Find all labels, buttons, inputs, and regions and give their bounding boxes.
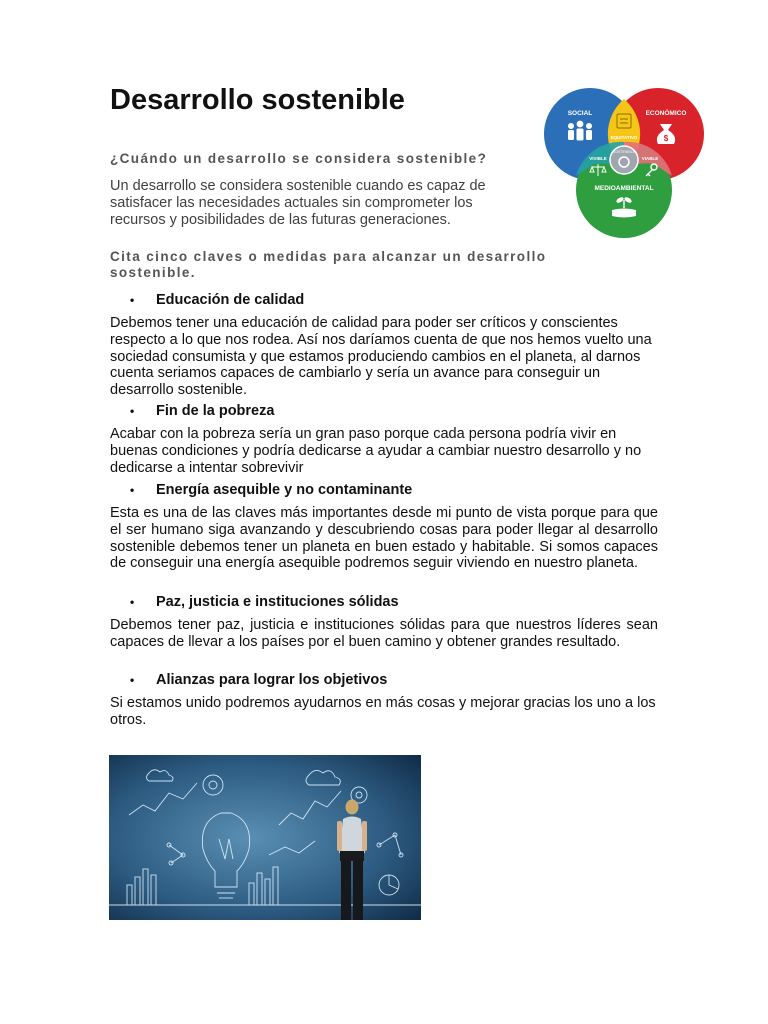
page-title: Desarrollo sostenible [110, 84, 405, 116]
item-heading: Energía asequible y no contaminante [156, 482, 413, 498]
question-heading-1: ¿Cuándo un desarrollo se considera sostenible? [110, 151, 488, 166]
item-heading: Alianzas para lograr los objetivos [156, 672, 388, 688]
question-heading-2: Cita cinco claves o medidas para alcanzar un desarrollo sostenible. [110, 249, 547, 280]
bullet-icon: • [130, 595, 135, 609]
label-medioambiental: MEDIOAMBIENTAL [594, 185, 654, 192]
bullet-icon: • [130, 293, 135, 307]
bullet-heading [130, 482, 412, 498]
bullet-heading [130, 403, 274, 419]
item-paragraph: Esta es una de las claves más importantes desde mi punto de vista porque para que el ser humano siga avanzando y descubriendo cosas para poder llegar al desarrollo sostenible debemos tener un planeta en buen estado y habitable. Si somos capaces de conseguir una energía asequible podremos seguir viviendo en nuestro planeta. [110, 505, 658, 572]
item-heading: Educación de calidad [156, 292, 305, 308]
item-heading: Paz, justicia e instituciones sólidas [156, 594, 399, 610]
item-paragraph: Debemos tener paz, justicia e instituciones sólidas para que nuestros líderes sean capaces de llevar a los países por el buen camino y obtener grandes resultado. [110, 617, 658, 650]
svg-text:$: $ [663, 134, 669, 143]
label-social: SOCIAL [567, 110, 593, 117]
label-economico: ECONÓMICO [645, 110, 687, 117]
label-sostenible: SOSTENIBLE [613, 150, 635, 154]
bullet-heading [130, 594, 399, 610]
people-icon [568, 121, 592, 141]
bullet-heading [130, 672, 387, 688]
item-paragraph: Si estamos unido podremos ayudarnos en más cosas y mejorar gracias los uno a los otros. [110, 695, 656, 728]
bullet-icon: • [130, 673, 135, 687]
label-viable: VIABLE [641, 156, 659, 161]
item-paragraph: Acabar con la pobreza sería un gran paso porque cada persona podría vivir en buenas condiciones y podría dedicarse a ayudar a cambiar nuestro desarrollo y no dedicarse a intentar sobrevivir [110, 426, 642, 476]
label-vivible: VIVIBLE [589, 156, 607, 161]
label-equitativo: EQUITATIVO [610, 135, 638, 140]
intro-paragraph: Un desarrollo se considera sostenible cuando es capaz de satisfacer las necesidades actuales sin comprometer los recursos y posibilidades de las futuras generaciones. [110, 178, 486, 228]
bullet-icon: • [130, 483, 135, 497]
sustainability-venn-diagram [540, 86, 708, 242]
bullet-icon: • [130, 404, 135, 418]
person-viewing-sketch-board-image [109, 755, 421, 920]
item-heading: Fin de la pobreza [156, 403, 275, 419]
bullet-heading [130, 292, 304, 308]
item-paragraph: Debemos tener una educación de calidad para poder ser críticos y conscientes respecto a lo que nos rodea. Así nos daríamos cuenta de que nos hemos vuelto una sociedad consumista y que estamos produciendo cambios en el planeta, al darnos cuenta seriamos capaces de cambiarlo y sería un avance para conseguir un desarrollo sostenible. [110, 315, 652, 399]
